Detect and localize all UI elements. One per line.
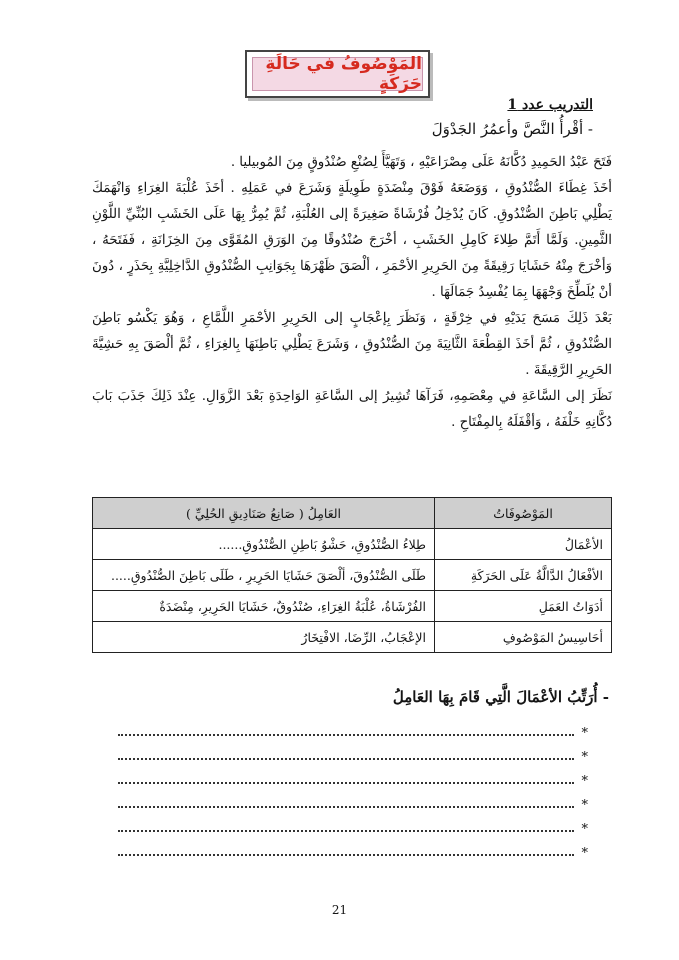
page-title: المَوْصُوفُ في حَالَةِ حَرَكَةٍ bbox=[252, 57, 423, 91]
passage-paragraph: نَظَرَ إلى السَّاعَةِ في مِعْصَمِهِ، فَرَآهَا تُشِيرُ إلى السَّاعَةِ الوَاحِدَةِ بَعْدَ الزَّوَالِ. عِنْدَ ذَلِكَ جَذَبَ بَابَ دُكَّانِهِ خَلْفَهُ ، وَأقْفَلَهُ بِالمِفْتَاحِ . bbox=[92, 389, 612, 430]
table-row bbox=[93, 560, 612, 591]
bullet-star: * bbox=[581, 846, 588, 861]
table-cell: الأفْعَالُ الدَّالَّةُ عَلَى الحَرَكَةِ bbox=[435, 560, 612, 591]
answer-line[interactable] bbox=[118, 812, 588, 836]
answer-line[interactable] bbox=[118, 836, 588, 860]
answer-line[interactable] bbox=[118, 788, 588, 812]
answer-lines bbox=[118, 716, 588, 860]
passage bbox=[92, 150, 612, 436]
instruction: - أقْرأُ النَّصَّ وأعمُرُ الجَدْوَلَ bbox=[431, 120, 593, 138]
table-row bbox=[93, 529, 612, 560]
table-cell: طِلاءُ الصُّنْدُوقِ، حَشْوُ بَاطِنِ الصُّنْدُوقِ...... bbox=[93, 529, 435, 560]
table-cell: الأعْمَالُ bbox=[435, 529, 612, 560]
table-header-cell: العَامِلُ ( صَانِعُ صَنَادِيقِ الحُلِيِّ ) bbox=[93, 498, 435, 529]
passage-paragraph: أخَذَ غِطَاءَ الصُّنْدُوقِ ، وَوَضَعَهُ فَوْقَ مِنْضَدَةٍ طَوِيلَةٍ وَشَرَعَ في عَمَلِهِ . أخَذَ عُلْبَةَ الغِرَاءِ وَانْهَمَكَ يَطْلِي بَاطِنَ الصُّنْدُوقِ. كَانَ يُدْخِلُ فُرْشَاةً صَغِيرَةً إلى العُلْبَةِ، ثُمَّ يُمِرُّ بِهَا عَلَى الخَشَبِ البُنِّيِّ اللَّوْنِ الثَّمِينِ. وَلَمَّا أَتَمَّ طِلاءَ كَامِلِ الخَشَبِ ، أخْرَجَ صُنْدُوقًا مِنَ الوَرَقِ المُقَوَّى مِنَ الخِزَانَةِ ، فَفَتَحَهُ ، وَأخْرَجَ مِنْهُ حَشَايَا رَقِيقَةً مِنَ الحَرِيرِ الأحْمَرِ ، ألْصَقَ ظَهْرَهَا بِجَوَانِبِ الصُّنْدُوقِ الدَّاخِلِيَّةِ بِحَذَرٍ ، دُونَ أنْ يُلَطِّخَ وَجْهَهَا بِمَا يُفْسِدُ جَمَالَهَا . bbox=[92, 181, 612, 300]
bullet-star: * bbox=[581, 774, 588, 789]
answer-line[interactable] bbox=[118, 716, 588, 740]
title-box bbox=[245, 50, 430, 98]
exercise-label: التدريب عدد 1 bbox=[507, 97, 593, 113]
passage-paragraph: فَتَحَ عَبْدُ الحَمِيدِ دُكَّانَهُ عَلَى مِصْرَاعَيْهِ ، وَتَهَيَّأَ لِصُنْعِ صُنْدُوقٍ مِنَ المُوبيليا . bbox=[230, 155, 612, 170]
table-header-row bbox=[93, 498, 612, 529]
table-header-cell: المَوْصُوفَاتُ bbox=[435, 498, 612, 529]
table-cell: الإعْجَابُ، الرِّضَا، الافْتِخَارُ bbox=[93, 622, 435, 653]
bullet-star: * bbox=[581, 822, 588, 837]
bullet-star: * bbox=[581, 726, 588, 741]
page-number: 21 bbox=[331, 903, 348, 917]
bullet-star: * bbox=[581, 798, 588, 813]
bullet-star: * bbox=[581, 750, 588, 765]
table-row bbox=[93, 591, 612, 622]
table-cell: الفُرْشَاةُ، عُلْبَةُ الغِرَاءِ، صُنْدُوقٌ، حَشَايَا الحَرِيرِ، مِنْضَدَةٌ bbox=[93, 591, 435, 622]
answer-line[interactable] bbox=[118, 740, 588, 764]
table-cell: أحَاسِيسُ المَوْصُوفِ bbox=[435, 622, 612, 653]
table-row bbox=[93, 622, 612, 653]
table-cell: طَلَى الصُّنْدُوقَ، ألْصَقَ حَشَايَا الحَرِيرِ ، طَلَى بَاطِنَ الصُّنْدُوقِ..... bbox=[93, 560, 435, 591]
description-table bbox=[92, 497, 612, 653]
passage-paragraph: بَعْدَ ذَلِكَ مَسَحَ يَدَيْهِ في خِرْقَةٍ ، وَنَظَرَ بِإعْجَابٍ إلى الحَرِيرِ الأحْمَرِ اللَّمَّاعِ ، وَهُوَ يَكْسُو بَاطِنَ الصُّنْدُوقِ ، ثُمَّ أخَذَ القِطْعَةَ الثَّانِيَةَ مِنَ الصُّنْدُوقِ ، وَشَرَعَ يَطْلِي بَاطِنَهَا بِالغِرَاءِ ، ثُمَّ ألْصَقَ بِهِ حَشِيَّةَ الحَرِيرِ الرَّقِيقَةَ . bbox=[92, 311, 612, 378]
table-cell: أدَوَاتُ العَمَلِ bbox=[435, 591, 612, 622]
answer-line[interactable] bbox=[118, 764, 588, 788]
question-2: - أُرَتِّبُ الأعْمَالَ الَّتِي قَامَ بِهَا العَامِلُ bbox=[392, 688, 609, 706]
